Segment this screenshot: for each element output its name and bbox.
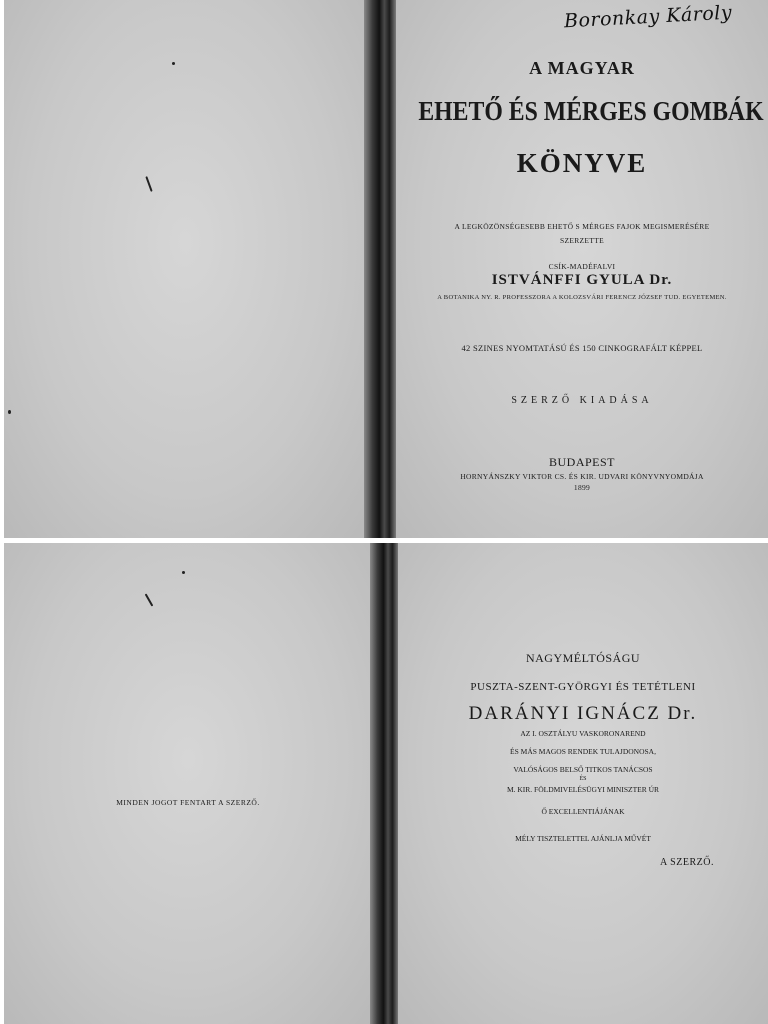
speck bbox=[182, 571, 185, 574]
dedication-line-8: M. KIR. FÖLDMIVELÉSÜGYI MINISZTER ÚR bbox=[506, 785, 660, 794]
top-spread bbox=[4, 0, 768, 538]
dedication-line-2: PUSZTA-SZENT-GYÖRGYI ÉS TETÉTLENI bbox=[470, 681, 696, 693]
title-line-3: KÖNYVE bbox=[516, 148, 648, 178]
author-affiliation: A BOTANIKA NY. R. PROFESSZORA A KOLOZSVÁRI FERENCZ JÓZSEF TUD. EGYETEMEN. bbox=[437, 294, 727, 301]
subtitle-line-2: SZERZETTE bbox=[560, 236, 604, 245]
title-line-1: A MAGYAR bbox=[529, 58, 635, 78]
speck bbox=[172, 62, 175, 65]
title-line-2: EHETŐ ÉS MÉRGES GOMBÁK bbox=[418, 96, 764, 126]
book-gutter bbox=[370, 543, 400, 1024]
publication-year: 1899 bbox=[573, 483, 591, 492]
speck bbox=[145, 176, 152, 192]
edition: SZERZŐ KIADÁSA bbox=[511, 395, 653, 406]
dedication-line-10: MÉLY TISZTELETTEL AJÁNLJA MŰVÉT bbox=[515, 834, 651, 843]
speck bbox=[145, 593, 154, 606]
dedication-line-7: ÉS bbox=[579, 776, 587, 782]
speck bbox=[8, 410, 11, 414]
dedication-line-1: NAGYMÉLTÓSÁGU bbox=[525, 651, 641, 665]
dedication-line-4: AZ I. OSZTÁLYU VASKORONAREND bbox=[520, 729, 646, 738]
dedication-line-9: Ő EXCELLENTIÁJÁNAK bbox=[541, 807, 625, 816]
rights-notice: MINDEN JOGOT FENTART A SZERZŐ. bbox=[116, 798, 260, 807]
publication-city: BUDAPEST bbox=[548, 455, 615, 469]
printer: HORNYÁNSZKY VIKTOR CS. ÉS KIR. UDVARI KÖNYVNYOMDÁJA bbox=[460, 472, 704, 481]
dedication-line-6: VALÓSÁGOS BELSŐ TITKOS TANÁCSOS bbox=[513, 765, 653, 774]
blank-left-page bbox=[4, 0, 366, 538]
author-name: ISTVÁNFFI GYULA Dr. bbox=[491, 272, 673, 288]
subtitle-line-1: A LEGKÖZÖNSÉGESEBB EHETŐ S MÉRGES FAJOK MEGISMERÉSÉRE bbox=[454, 222, 710, 231]
bottom-spread bbox=[4, 543, 768, 1024]
author-prefix: CSÍK-MADÉFALVI bbox=[548, 262, 616, 271]
rights-page bbox=[4, 543, 372, 1024]
dedicatee-name: DARÁNYI IGNÁCZ Dr. bbox=[468, 703, 698, 724]
dedication-signoff: A SZERZŐ. bbox=[660, 857, 714, 868]
title-page bbox=[396, 0, 768, 538]
dedication-line-5: ÉS MÁS MAGOS RENDEK TULAJDONOSA, bbox=[510, 747, 656, 756]
book-gutter bbox=[364, 0, 398, 538]
dedication-page bbox=[398, 543, 768, 1024]
illustrations-note: 42 SZINES NYOMTATÁSÚ ÉS 150 CINKOGRAFÁLT KÉPPEL bbox=[461, 343, 703, 353]
owner-signature: Boronkay Károly bbox=[563, 1, 733, 33]
